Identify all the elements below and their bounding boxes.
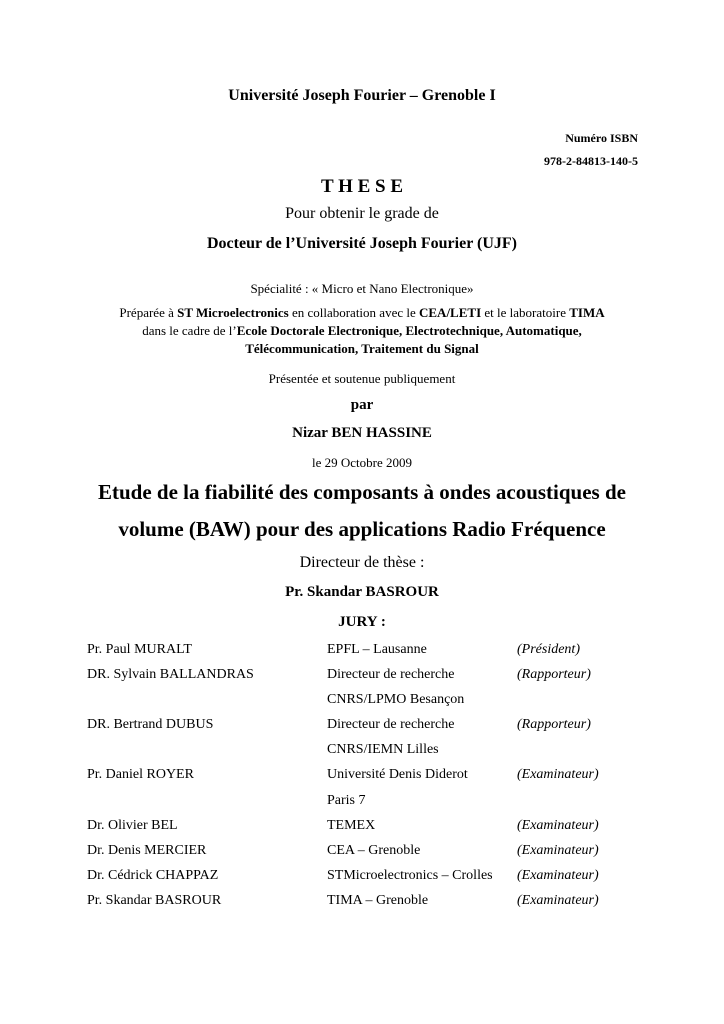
jury-member-affiliation: EPFL – Lausanne <box>327 642 427 657</box>
degree-title: Docteur de l’Université Joseph Fourier (UJF) <box>206 235 517 252</box>
jury-member-affiliation: STMicroelectronics – Crolles <box>327 868 493 883</box>
jury-member-role: (Rapporteur) <box>517 717 591 732</box>
jury-member-affiliation: Paris 7 <box>327 793 366 808</box>
obtain-degree-line: Pour obtenir le grade de <box>285 205 439 222</box>
isbn-value: 978-2-84813-140-5 <box>544 154 638 168</box>
jury-row <box>0 667 724 691</box>
jury-member-name: Dr. Denis MERCIER <box>87 843 207 858</box>
jury-member-name: DR. Sylvain BALLANDRAS <box>87 667 254 682</box>
prep-lab-1: CEA/LETI <box>419 305 482 320</box>
jury-member-name: Dr. Cédrick CHAPPAZ <box>87 868 219 883</box>
jury-row <box>0 893 724 917</box>
preparation-line <box>0 305 724 321</box>
jury-member-affiliation: Directeur de recherche <box>327 717 455 732</box>
prep-company: ST Microelectronics <box>177 305 289 320</box>
jury-row <box>0 642 724 666</box>
jury-member-role: (Examinateur) <box>517 893 599 908</box>
jury-member-role: (Président) <box>517 642 580 657</box>
school-prefix: dans le cadre de l’ <box>142 323 237 338</box>
main-title-line-2: volume (BAW) pour des applications Radio Fréquence <box>118 517 606 541</box>
doctoral-school-line-2: Télécommunication, Traitement du Signal <box>245 341 479 356</box>
thesis-heading: T H E S E <box>320 176 404 197</box>
jury-row <box>0 742 724 766</box>
jury-member-role: (Examinateur) <box>517 818 599 833</box>
presented-line: Présentée et soutenue publiquement <box>268 371 456 386</box>
jury-row <box>0 868 724 892</box>
jury-member-role: (Examinateur) <box>517 868 599 883</box>
by-label: par <box>350 397 374 413</box>
jury-member-name: Pr. Skandar BASROUR <box>87 893 222 908</box>
jury-row <box>0 767 724 791</box>
jury-row <box>0 818 724 842</box>
main-title-line-1: Etude de la fiabilité des composants à ondes acoustiques de <box>98 480 626 504</box>
jury-row <box>0 843 724 867</box>
jury-member-affiliation: CNRS/LPMO Besançon <box>327 692 465 707</box>
school-name-1: Ecole Doctorale Electronique, Electrotechnique, Automatique, <box>236 323 582 338</box>
author-name: Nizar BEN HASSINE <box>292 425 432 441</box>
prep-text-1: Préparée à <box>119 305 178 320</box>
jury-label: JURY : <box>338 614 386 630</box>
jury-row <box>0 717 724 741</box>
prep-lab-2: TIMA <box>569 305 605 320</box>
jury-member-name: Pr. Paul MURALT <box>87 642 192 657</box>
prep-text-2: en collaboration avec le <box>288 305 419 320</box>
jury-member-affiliation: Directeur de recherche <box>327 667 455 682</box>
director-label: Directeur de thèse : <box>299 554 425 571</box>
jury-member-role: (Examinateur) <box>517 843 599 858</box>
director-name: Pr. Skandar BASROUR <box>285 584 439 600</box>
specialty: Spécialité : « Micro et Nano Electronique» <box>250 281 474 296</box>
university-name: Université Joseph Fourier – Grenoble I <box>228 87 496 104</box>
jury-member-role: (Examinateur) <box>517 767 599 782</box>
prep-text-3: et le laboratoire <box>481 305 570 320</box>
jury-member-role: (Rapporteur) <box>517 667 591 682</box>
doctoral-school-line-1 <box>0 323 724 339</box>
isbn-label: Numéro ISBN <box>565 131 638 145</box>
jury-member-name: DR. Bertrand DUBUS <box>87 717 214 732</box>
jury-row <box>0 793 724 817</box>
jury-member-affiliation: TEMEX <box>327 818 376 833</box>
jury-member-affiliation: CNRS/IEMN Lilles <box>327 742 439 757</box>
jury-member-affiliation: CEA – Grenoble <box>327 843 421 858</box>
jury-member-name: Pr. Daniel ROYER <box>87 767 194 782</box>
jury-member-affiliation: TIMA – Grenoble <box>327 893 429 908</box>
jury-member-affiliation: Université Denis Diderot <box>327 767 468 782</box>
jury-row <box>0 692 724 716</box>
jury-member-name: Dr. Olivier BEL <box>87 818 178 833</box>
defense-date: le 29 Octobre 2009 <box>311 455 412 470</box>
